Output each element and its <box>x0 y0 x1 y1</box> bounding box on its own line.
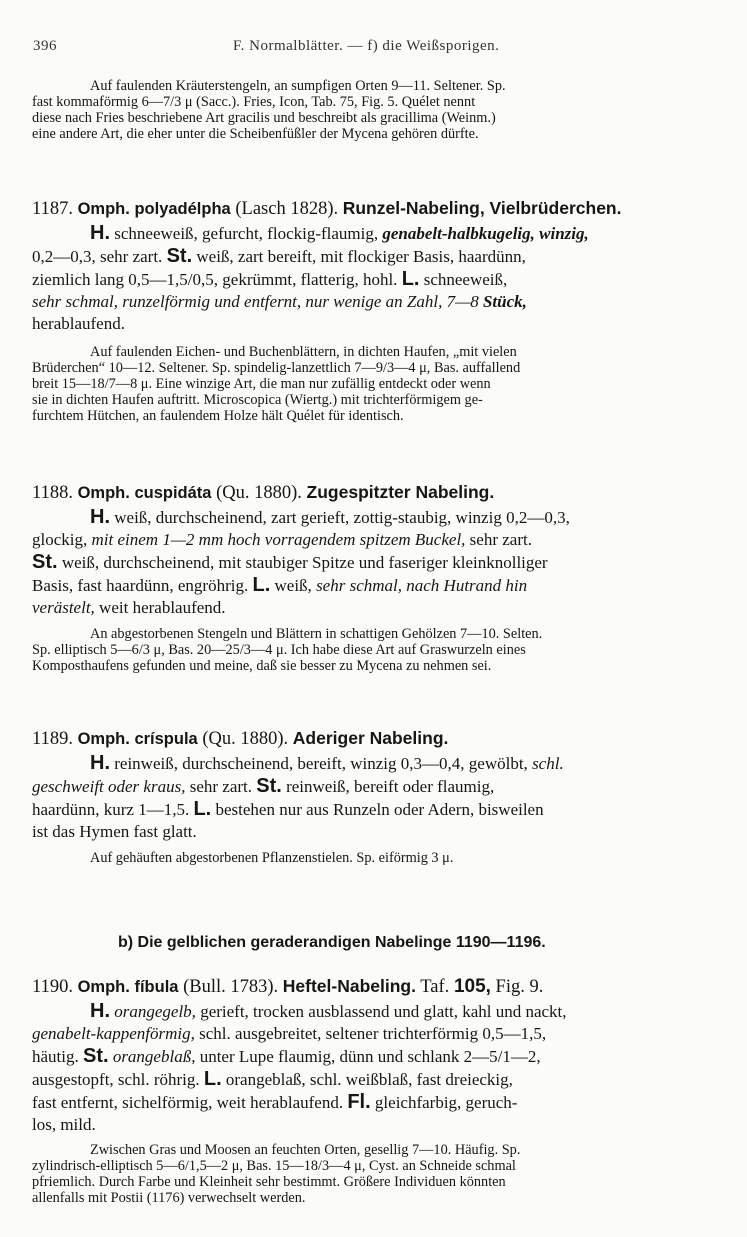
text: ziemlich lang 0,5—1,5/0,5, gekrümmt, flatterig, hohl. <box>32 270 398 289</box>
entry-1189-notes <box>32 850 732 866</box>
entry-1190-notes <box>32 1142 732 1206</box>
entry-1190-heading <box>32 974 732 999</box>
author-citation: (Bull. 1783). <box>183 977 279 997</box>
text-italic: orangegelb, <box>114 1002 196 1021</box>
stiel-label: St. <box>32 551 58 573</box>
text-italic: verästelt, <box>32 598 95 617</box>
intro-paragraph <box>32 78 732 142</box>
species-name: polyadélpha <box>134 200 231 218</box>
text: reinweiß, bereift oder flaumig, <box>286 777 495 796</box>
genus: Omph. <box>77 200 130 218</box>
note-line: furchtem Hütchen, an faulendem Holze hält Quélet für identisch. <box>32 408 404 424</box>
genus: Omph. <box>77 484 130 502</box>
note-line: pfriemlich. Durch Farbe und Kleinheit sehr bestimmt. Größere Individuen könnten <box>32 1174 506 1190</box>
text: ist das Hymen fast glatt. <box>32 822 197 841</box>
genus: Omph. <box>77 978 130 996</box>
text: 0,2—0,3, sehr zart. <box>32 247 163 266</box>
text: glockig, <box>32 530 88 549</box>
text: schneeweiß, gefurcht, flockig-flaumig, <box>114 224 379 243</box>
entry-1187-heading <box>32 196 732 221</box>
text: orangeblaß, schl. weißblaß, fast dreieckig, <box>225 1070 513 1089</box>
genus: Omph. <box>77 730 130 748</box>
hut-label: H. <box>90 506 110 528</box>
page-number: 396 <box>33 38 57 54</box>
text: schneeweiß, <box>423 270 508 289</box>
text-italic: orangeblaß, <box>112 1047 196 1066</box>
running-title: F. Normalblätter. — f) die Weißsporigen. <box>233 38 500 54</box>
stiel-label: St. <box>83 1045 109 1067</box>
entry-1189-description <box>32 752 732 843</box>
text-italic: genabelt-kappenförmig, <box>32 1024 195 1043</box>
entry-number: 1188. <box>32 483 73 503</box>
note-line: breit 15—18/7—8 μ. Eine winzige Art, die man nur zufällig entdeckt oder wenn <box>32 376 491 392</box>
german-name: Zugespitzter Nabeling. <box>306 482 495 502</box>
intro-line: Auf faulenden Kräuterstengeln, an sumpfigen Orten 9—11. Seltener. Sp. <box>90 78 506 94</box>
page-header <box>33 38 733 62</box>
hut-label: H. <box>90 1000 110 1022</box>
text: weiß, <box>274 576 312 595</box>
author-citation: (Qu. 1880). <box>216 483 302 503</box>
note-line: An abgestorbenen Stengeln und Blättern in schattigen Gehölzen 7—10. Selten. <box>90 626 543 642</box>
lamellen-label: L. <box>252 574 271 596</box>
fleisch-label: Fl. <box>347 1091 371 1113</box>
text: gleichfarbig, geruch- <box>374 1093 518 1112</box>
note-line: Zwischen Gras und Moosen an feuchten Orten, gesellig 7—10. Häufig. Sp. <box>90 1142 521 1158</box>
species-name: fíbula <box>134 978 179 996</box>
text-italic: sehr schmal, runzelförmig und entfernt, nur wenige an Zahl, 7—8 <box>32 292 479 311</box>
entry-number: 1189. <box>32 729 73 749</box>
note-line: Brüderchen“ 10—12. Seltener. Sp. spindelig-lanzettlich 7—9/3—4 μ, Bas. auffallend <box>32 360 521 376</box>
species-name: críspula <box>134 730 198 748</box>
hut-label: H. <box>90 222 110 244</box>
lamellen-label: L. <box>203 1068 222 1090</box>
entry-number: 1187. <box>32 199 73 219</box>
note-line: sie in dichten Haufen auftritt. Microscopica (Wiertg.) mit trichterförmigem ge- <box>32 392 483 408</box>
species-name: cuspidáta <box>134 484 212 502</box>
text: sehr zart. <box>469 530 532 549</box>
note-line: Auf faulenden Eichen- und Buchenblättern, in dichten Haufen, „mit vielen <box>90 344 517 360</box>
text: schl. ausgebreitet, seltener trichterförmig 0,5—1,5, <box>199 1024 547 1043</box>
note-line: allenfalls mit Postii (1176) verwechselt werden. <box>32 1190 306 1206</box>
entry-1188-heading <box>32 480 732 505</box>
text-italic: sehr schmal, nach Hutrand hin <box>316 576 528 595</box>
note-line: Sp. elliptisch 5—6/3 μ, Bas. 20—25/3—4 μ. Ich habe diese Art auf Graswurzeln eines <box>32 642 526 658</box>
text: herablaufend. <box>32 314 125 333</box>
stiel-label: St. <box>166 245 193 267</box>
text: ausgestopft, schl. röhrig. <box>32 1070 200 1089</box>
text: weiß, durchscheinend, mit staubiger Spitze und faseriger kleinknolliger <box>61 553 548 572</box>
figure-ref: Fig. 9. <box>495 977 544 997</box>
text: reinweiß, durchscheinend, bereift, winzig 0,3—0,4, gewölbt, <box>114 754 528 773</box>
entry-number: 1190. <box>32 977 73 997</box>
text: gerieft, trocken ausblassend und glatt, kahl und nackt, <box>200 1002 567 1021</box>
text: bestehen nur aus Runzeln oder Adern, bisweilen <box>215 800 544 819</box>
text: fast entfernt, sichelförmig, weit herablaufend. <box>32 1093 344 1112</box>
intro-line: diese nach Fries beschriebene Art gracilis und beschreibt als gracillima (Weinm.) <box>32 110 496 126</box>
text: los, mild. <box>32 1115 96 1134</box>
note-line: Komposthaufens gefunden und meine, daß sie besser zu Mycena zu nehmen sei. <box>32 658 492 674</box>
plate-label: Taf. <box>420 977 450 997</box>
author-citation: (Lasch 1828). <box>235 199 339 219</box>
intro-line: eine andere Art, die eher unter die Scheibenfüßler der Mycena gehören dürfte. <box>32 126 479 142</box>
german-name: Runzel-Nabeling, Vielbrüderchen. <box>342 198 622 218</box>
author-citation: (Qu. 1880). <box>202 729 289 749</box>
note-line: Auf gehäuften abgestorbenen Pflanzenstielen. Sp. eiförmig 3 μ. <box>90 850 454 866</box>
german-name: Heftel-Nabeling. <box>282 976 416 996</box>
text: häutig. <box>32 1047 79 1066</box>
text-italic: schl. <box>532 754 564 773</box>
lamellen-label: L. <box>401 268 420 290</box>
german-name: Aderiger Nabeling. <box>292 728 449 748</box>
note-line: zylindrisch-elliptisch 5—6/1,5—2 μ, Bas. 15—18/3—4 μ, Cyst. an Schneide schmal <box>32 1158 516 1174</box>
text-italic: geschweift oder kraus, <box>32 777 186 796</box>
text: unter Lupe flaumig, dünn und schlank 2—5/1—2, <box>199 1047 541 1066</box>
text: weiß, zart bereift, mit flockiger Basis, haardünn, <box>196 247 526 266</box>
text: haardünn, kurz 1—1,5. <box>32 800 190 819</box>
text-italic: Stück, <box>482 292 527 311</box>
text: weiß, durchscheinend, zart gerieft, zottig-staubig, winzig 0,2—0,3, <box>114 508 570 527</box>
entry-1189-heading <box>32 726 732 751</box>
hut-label: H. <box>90 752 110 774</box>
entry-1188-description <box>32 506 732 619</box>
section-heading: b) Die gelblichen geraderandigen Nabelinge 1190—1196. <box>118 934 546 951</box>
text: sehr zart. <box>189 777 253 796</box>
entry-1190-description <box>32 1000 732 1136</box>
lamellen-label: L. <box>193 798 212 820</box>
entry-1187-description <box>32 222 732 335</box>
text-italic: genabelt-halbkugelig, winzig, <box>382 224 589 243</box>
entry-1188-notes <box>32 626 732 674</box>
stiel-label: St. <box>256 775 282 797</box>
entry-1187-notes <box>32 344 732 424</box>
text: Basis, fast haardünn, engröhrig. <box>32 576 249 595</box>
text-italic: mit einem 1—2 mm hoch vorragendem spitzem Buckel, <box>91 530 466 549</box>
text: weit herablaufend. <box>99 598 226 617</box>
intro-line: fast kommaförmig 6—7/3 μ (Sacc.). Fries, Icon, Tab. 75, Fig. 5. Quélet nennt <box>32 94 476 110</box>
plate-number: 105, <box>453 976 491 997</box>
